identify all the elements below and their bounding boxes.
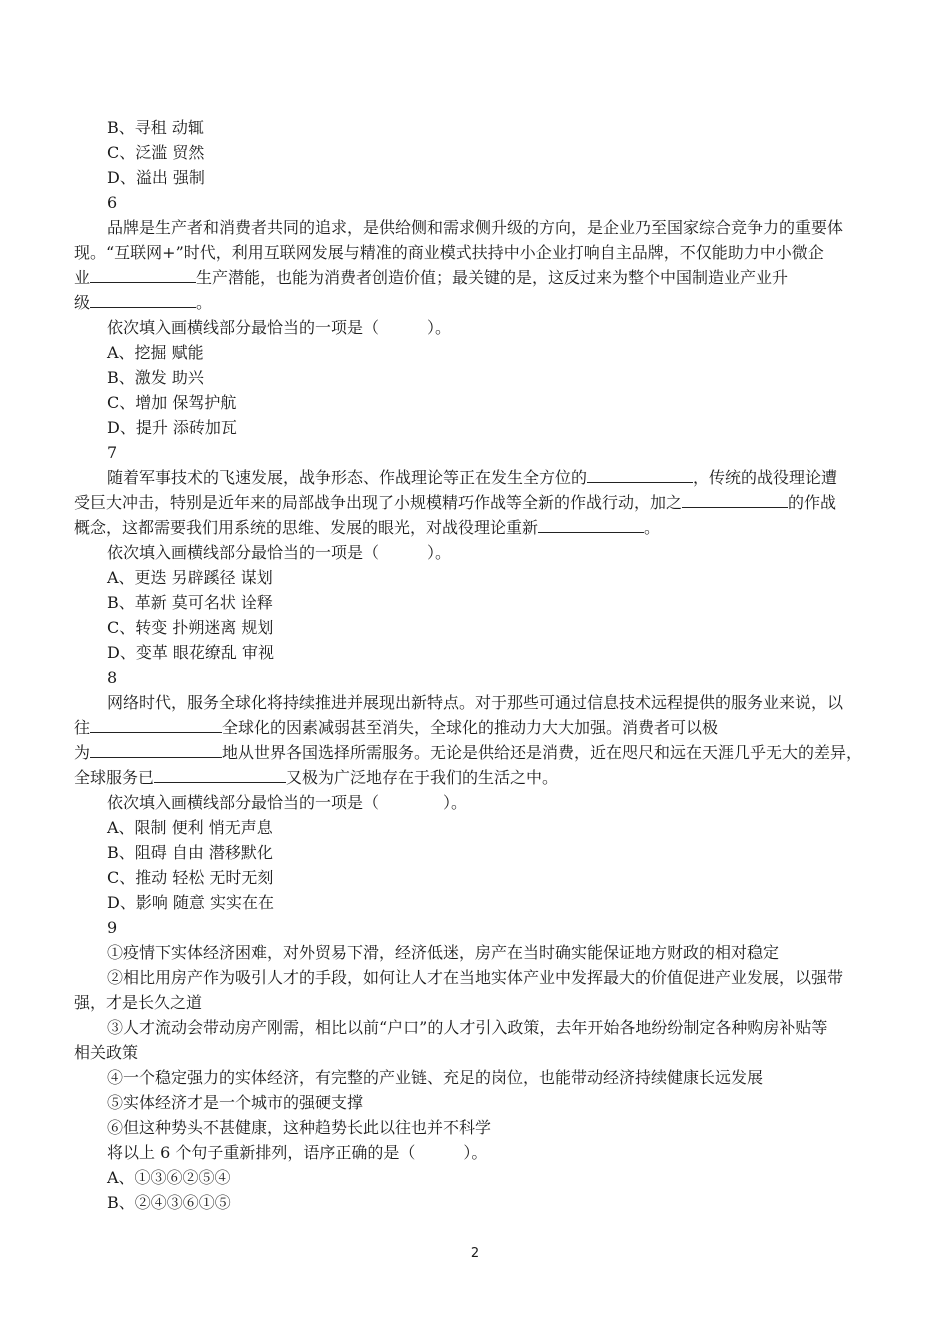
fill-in-blank [90, 740, 222, 758]
text-line [74, 1090, 874, 1115]
text-segment: 往 [74, 718, 91, 737]
text-segment: A、挖掘 赋能 [107, 343, 204, 362]
text-segment: A、更迭 另辟蹊径 谋划 [107, 568, 273, 587]
document-body [74, 115, 874, 1215]
text-segment: 生产潜能，也能为消费者创造价值；最关键的是，这反过来为整个中国制造业产业升 [196, 268, 789, 287]
text-segment: D、溢出 强制 [107, 168, 205, 187]
text-line [74, 140, 874, 165]
text-segment: 9 [107, 918, 118, 937]
text-segment: 。 [196, 293, 213, 312]
text-segment: ③人才流动会带动房产刚需，相比以前“户口”的人才引入政策，去年开始各地纷纷制定各种购房补贴等 [107, 1018, 828, 1037]
text-line [74, 540, 874, 565]
text-segment: C、增加 保驾护航 [107, 393, 237, 412]
text-line [74, 340, 874, 365]
text-segment: 随着军事技术的飞速发展，战争形态、作战理论等正在发生全方位的 [107, 468, 588, 487]
text-line [74, 815, 874, 840]
text-line [74, 490, 874, 515]
text-segment: ①疫情下实体经济困难，对外贸易下滑，经济低迷，房产在当时确实能保证地方财政的相对稳定 [107, 943, 780, 962]
text-line [74, 665, 874, 690]
text-line [74, 240, 874, 265]
text-segment: D、提升 添砖加瓦 [107, 418, 237, 437]
fill-in-blank [154, 765, 286, 783]
text-segment: D、变革 眼花缭乱 审视 [107, 643, 275, 662]
text-segment: 概念，这都需要我们用系统的思维、发展的眼光，对战役理论重新 [74, 518, 539, 537]
text-segment: 又极为广泛地存在于我们的生活之中。 [286, 768, 559, 787]
text-line [74, 1115, 874, 1140]
fill-in-blank [682, 490, 788, 508]
text-segment: 8 [107, 668, 118, 687]
text-line [74, 165, 874, 190]
text-segment: ④一个稳定强力的实体经济，有完整的产业链、充足的岗位，也能带动经济持续健康长远发展 [107, 1068, 764, 1087]
text-segment: 6 [107, 193, 118, 212]
text-line [74, 315, 874, 340]
text-segment: B、寻租 动辄 [107, 118, 204, 137]
text-line [74, 415, 874, 440]
text-line [74, 690, 874, 715]
text-line [74, 790, 874, 815]
text-line [74, 765, 874, 790]
text-segment: 相关政策 [74, 1043, 139, 1062]
text-line [74, 1015, 874, 1040]
fill-in-blank [90, 715, 222, 733]
text-segment: 为 [74, 743, 91, 762]
text-line [74, 440, 874, 465]
text-line [74, 190, 874, 215]
text-line [74, 565, 874, 590]
page-number: 2 [470, 1246, 480, 1261]
text-line [74, 890, 874, 915]
fill-in-blank [90, 290, 196, 308]
text-line [74, 940, 874, 965]
text-segment: 。 [644, 518, 661, 537]
text-segment: 依次填入画横线部分最恰当的一项是（ ）。 [107, 318, 452, 337]
text-segment: 级 [74, 293, 91, 312]
text-line [74, 865, 874, 890]
text-line [74, 640, 874, 665]
text-line [74, 365, 874, 390]
text-segment: B、革新 莫可名状 诠释 [107, 593, 273, 612]
text-line [74, 515, 874, 540]
text-segment: C、转变 扑朔迷离 规划 [107, 618, 274, 637]
text-segment: ，传统的战役理论遭 [693, 468, 838, 487]
text-segment: 强，才是长久之道 [74, 993, 203, 1012]
text-line [74, 965, 874, 990]
text-line [74, 465, 874, 490]
text-segment: B、阻碍 自由 潜移默化 [107, 843, 273, 862]
text-segment: 受巨大冲击，特别是近年来的局部战争出现了小规模精巧作战等全新的作战行动，加之 [74, 493, 683, 512]
text-line [74, 1190, 874, 1215]
text-line [74, 390, 874, 415]
text-segment: 地从世界各国选择所需服务。无论是供给还是消费，近在咫尺和远在天涯几乎无大的差异， [222, 743, 863, 762]
text-line [74, 265, 874, 290]
text-line [74, 1165, 874, 1190]
text-segment: 全球化的因素减弱甚至消失，全球化的推动力大大加强。消费者可以极 [222, 718, 719, 737]
text-line [74, 1065, 874, 1090]
text-segment: C、推动 轻松 无时无刻 [107, 868, 274, 887]
text-segment: 网络时代，服务全球化将持续推进并展现出新特点。对于那些可通过信息技术远程提供的服务业来说，以 [107, 693, 844, 712]
text-segment: ②相比用房产作为吸引人才的手段，如何让人才在当地实体产业中发挥最大的价值促进产业发展，以强带 [107, 968, 844, 987]
text-line [74, 115, 874, 140]
text-segment: C、泛滥 贸然 [107, 143, 205, 162]
fill-in-blank [538, 515, 644, 533]
text-line [74, 215, 874, 240]
text-segment: A、①③⑥②⑤④ [107, 1168, 231, 1187]
text-line [74, 990, 874, 1015]
text-segment: 依次填入画横线部分最恰当的一项是（ ）。 [107, 793, 468, 812]
text-segment: 将以上 6 个句子重新排列，语序正确的是（ ）。 [107, 1143, 488, 1162]
text-line [74, 590, 874, 615]
text-segment: 的作战 [788, 493, 837, 512]
text-segment: 业 [74, 268, 91, 287]
text-segment: 全球服务已 [74, 768, 155, 787]
text-line [74, 615, 874, 640]
text-segment: ⑥但这种势头不甚健康，这种趋势长此以往也并不科学 [107, 1118, 492, 1137]
text-segment: D、影响 随意 实实在在 [107, 893, 275, 912]
text-line [74, 1040, 874, 1065]
text-segment: 现。“互联网+”时代，利用互联网发展与精准的商业模式扶持中小企业打响自主品牌，不仅能助力中小微企 [74, 243, 824, 262]
text-segment: 7 [107, 443, 118, 462]
text-segment: A、限制 便利 悄无声息 [107, 818, 273, 837]
text-line [74, 290, 874, 315]
text-line [74, 840, 874, 865]
text-line [74, 715, 874, 740]
fill-in-blank [90, 265, 196, 283]
text-segment: B、②④③⑥①⑤ [107, 1193, 231, 1212]
text-line [74, 740, 874, 765]
fill-in-blank [587, 465, 693, 483]
text-line [74, 915, 874, 940]
text-segment: ⑤实体经济才是一个城市的强硬支撑 [107, 1093, 364, 1112]
text-line [74, 1140, 874, 1165]
text-segment: 依次填入画横线部分最恰当的一项是（ ）。 [107, 543, 452, 562]
text-segment: 品牌是生产者和消费者共同的追求，是供给侧和需求侧升级的方向，是企业乃至国家综合竞争力的重要体 [107, 218, 844, 237]
text-segment: B、激发 助兴 [107, 368, 204, 387]
